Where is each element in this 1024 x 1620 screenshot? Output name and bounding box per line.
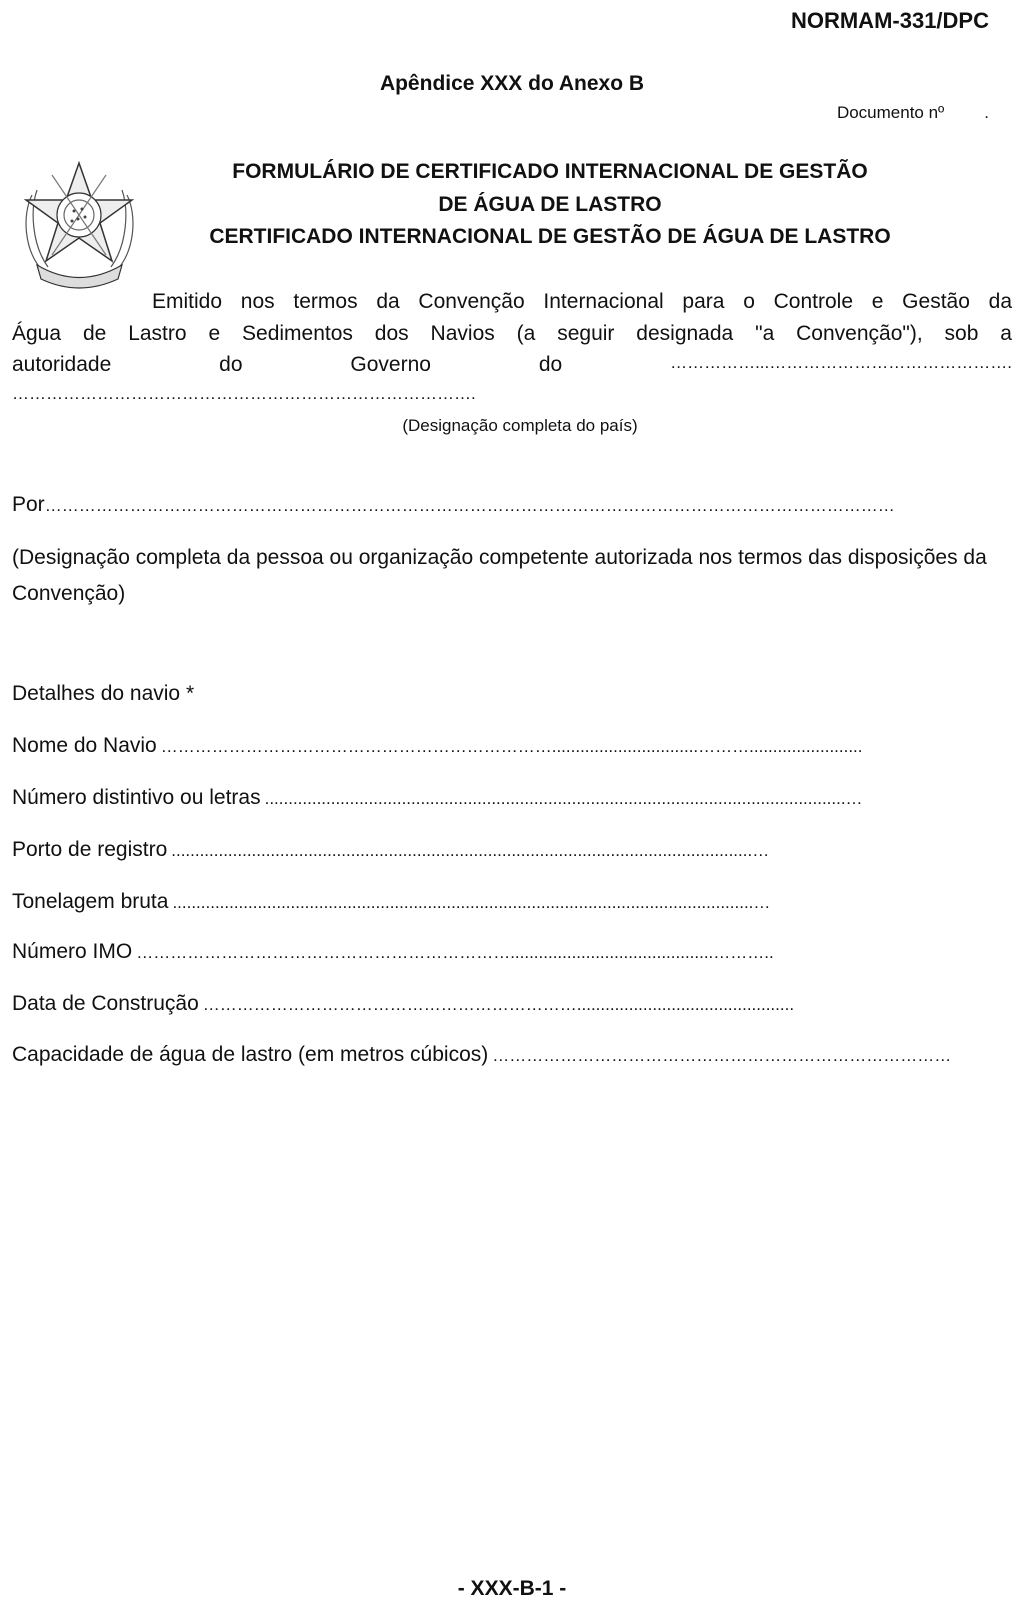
field-label: Data de Construção	[12, 992, 199, 1015]
construction-date-field	[12, 992, 987, 1016]
document-number	[837, 103, 989, 123]
imo-number-field	[12, 940, 1012, 964]
certificate-title: CERTIFICADO INTERNACIONAL DE GESTÃO DE ÁGUA DE LASTRO	[209, 225, 891, 248]
document-number-dot: .	[984, 103, 989, 122]
intro-word: Governo	[350, 353, 431, 376]
field-fill-line: ……………………………………………………………...............................………........................	[160, 737, 863, 756]
por-label: Por	[12, 493, 45, 516]
country-fill-line: ……………...…………………………………….	[670, 353, 1012, 372]
por-field	[12, 493, 1012, 517]
form-title-line-1: FORMULÁRIO DE CERTIFICADO INTERNACIONAL DE GESTÃO	[232, 160, 868, 183]
field-fill-line: ...........................................................................................................................…	[172, 893, 771, 912]
intro-line-3	[12, 353, 1012, 377]
gross-tonnage-field	[12, 890, 1012, 914]
document-code: NORMAM-331/DPC	[790, 8, 989, 33]
appendix-heading: Apêndice XXX do Anexo B	[379, 72, 645, 95]
organization-hint: (Designação completa da pessoa ou organização competente autorizada nos termos das disposições da Convenção)	[12, 546, 987, 605]
field-label: Número IMO	[12, 940, 133, 963]
field-label: Número distintivo ou letras	[12, 786, 261, 809]
ship-name-field	[12, 734, 1012, 758]
field-label: Porto de registro	[12, 838, 168, 861]
form-title-line-2: DE ÁGUA DE LASTRO	[438, 193, 662, 216]
intro-line-2: Água de Lastro e Sedimentos dos Navios (a seguir designada "a Convenção"), sob a	[12, 322, 1012, 345]
document-number-label: Documento nº	[836, 103, 945, 122]
field-fill-line: ...........................................................................................................................…	[264, 789, 863, 808]
field-fill-line: ...........................................................................................................................…	[171, 841, 770, 860]
intro-word: do	[538, 353, 563, 376]
por-fill-line: ……………………………………………………………………………………………………………………………………	[44, 496, 895, 515]
port-of-registry-field	[12, 838, 1012, 862]
national-coat-of-arms-icon	[12, 155, 147, 295]
field-fill-line: …………………………………………………………...........................................………..	[136, 943, 774, 962]
field-label: Tonelagem bruta	[12, 890, 169, 913]
page-number: - XXX-B-1 -	[457, 1577, 567, 1600]
field-label: Capacidade de água de lastro (em metros cúbicos)	[12, 1043, 489, 1066]
distinctive-number-field	[12, 786, 1012, 810]
field-fill-line: …………………………………………………………..............................................	[202, 995, 795, 1014]
ballast-capacity-field	[12, 1043, 1012, 1067]
ship-details-heading: Detalhes do navio *	[12, 682, 195, 705]
intro-word: do	[219, 353, 243, 376]
intro-word: autoridade	[12, 353, 112, 376]
country-hint: (Designação completa do país)	[402, 416, 638, 435]
country-fill-line-2: ……………………………………………………………………….	[12, 384, 476, 403]
field-fill-line: ………………………………………………………………………	[492, 1046, 952, 1065]
field-label: Nome do Navio	[12, 734, 157, 757]
intro-line-1: Emitido nos termos da Convenção Internacional para o Controle e Gestão da	[152, 290, 1012, 313]
